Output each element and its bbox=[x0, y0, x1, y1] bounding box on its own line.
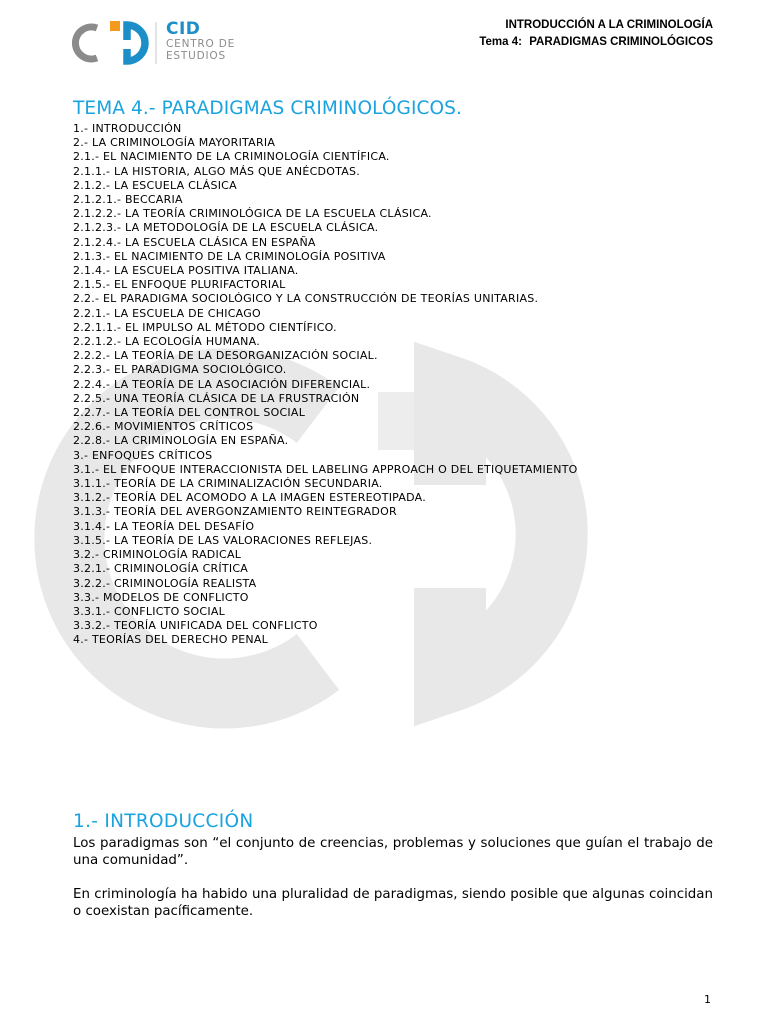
section-paragraph-1: Los paradigmas son “el conjunto de creencias, problemas y soluciones que guían el trabajo de una comunidad”. bbox=[73, 836, 713, 868]
section-introduccion bbox=[73, 811, 713, 937]
page-number: 1 bbox=[704, 993, 711, 1006]
toc-item: 2.1.1.- LA HISTORIA, ALGO MÁS QUE ANÉCDOTAS. bbox=[73, 164, 360, 178]
toc-item: 2.2.4.- LA TEORÍA DE LA ASOCIACIÓN DIFERENCIAL. bbox=[73, 377, 371, 391]
toc-item: 3.3.2.- TEORÍA UNIFICADA DEL CONFLICTO bbox=[73, 619, 318, 633]
toc-item: 3.- ENFOQUES CRÍTICOS bbox=[73, 448, 213, 462]
toc-item: 4.- TEORÍAS DEL DERECHO PENAL bbox=[73, 633, 269, 647]
toc-item: 2.- LA CRIMINOLOGÍA MAYORITARIA bbox=[73, 136, 276, 150]
tema-label: Tema bbox=[479, 36, 509, 48]
toc-item: 2.1.5.- EL ENFOQUE PLURIFACTORIAL bbox=[73, 278, 286, 292]
table-of-contents bbox=[73, 122, 713, 648]
logo-text bbox=[166, 20, 235, 62]
logo-line-1: CENTRO DE bbox=[166, 38, 236, 50]
toc-item: 2.1.2.- LA ESCUELA CLÁSICA bbox=[73, 178, 237, 192]
toc-item: 2.2.6.- MOVIMIENTOS CRÍTICOS bbox=[73, 420, 254, 434]
toc-item: 3.1.5.- LA TEORÍA DE LAS VALORACIONES REFLEJAS. bbox=[73, 533, 373, 547]
toc-item: 3.3.1.- CONFLICTO SOCIAL bbox=[73, 604, 225, 618]
toc-item: 2.1.3.- EL NACIMIENTO DE LA CRIMINOLOGÍA POSITIVA bbox=[73, 249, 386, 263]
section-heading: 1.- INTRODUCCIÓN bbox=[73, 811, 254, 832]
tema-number: 4: bbox=[511, 36, 522, 48]
toc-item: 2.2.1.- LA ESCUELA DE CHICAGO bbox=[73, 306, 261, 320]
toc-item: 3.1.1.- TEORÍA DE LA CRIMINALIZACIÓN SECUNDARIA. bbox=[73, 477, 383, 491]
toc-item: 3.2.2.- CRIMINOLOGÍA REALISTA bbox=[73, 576, 257, 590]
toc-item: 3.1.- EL ENFOQUE INTERACCIONISTA DEL LABELING APPROACH O DEL ETIQUETAMIENTO bbox=[73, 462, 578, 476]
toc-item: 2.1.2.3.- LA METODOLOGÍA DE LA ESCUELA CLÁSICA. bbox=[73, 221, 379, 235]
toc-item: 2.2.7.- LA TEORÍA DEL CONTROL SOCIAL bbox=[73, 406, 306, 420]
tema-title: PARADIGMAS CRIMINOLÓGICOS bbox=[529, 36, 713, 48]
course-title: INTRODUCCIÓN A LA CRIMINOLOGÍA bbox=[505, 19, 713, 31]
section-paragraph-2: En criminología ha habido una pluralidad de paradigmas, siendo posible que algunas coincidan o coexistan pacíficamente. bbox=[73, 887, 713, 919]
toc-item: 2.2.1.1.- EL IMPULSO AL MÉTODO CIENTÍFICO. bbox=[73, 320, 337, 334]
toc-item: 3.1.4.- LA TEORÍA DEL DESAFÍO bbox=[73, 519, 255, 533]
document-body bbox=[73, 98, 713, 648]
toc-item: 2.1.2.2.- LA TEORÍA CRIMINOLÓGICA DE LA ESCUELA CLÁSICA. bbox=[73, 207, 432, 221]
toc-item: 2.2.- EL PARADIGMA SOCIOLÓGICO Y LA CONSTRUCCIÓN DE TEORÍAS UNITARIAS. bbox=[73, 292, 539, 306]
toc-item: 3.1.3.- TEORÍA DEL AVERGONZAMIENTO REINTEGRADOR bbox=[73, 505, 397, 519]
document-title: TEMA 4.- PARADIGMAS CRIMINOLÓGICOS. bbox=[73, 98, 463, 119]
logo-brand: CID bbox=[166, 19, 201, 39]
toc-item: 2.1.4.- LA ESCUELA POSITIVA ITALIANA. bbox=[73, 264, 299, 278]
toc-item: 2.2.3.- EL PARADIGMA SOCIOLÓGICO. bbox=[73, 363, 287, 377]
toc-item: 3.1.2.- TEORÍA DEL ACOMODO A LA IMAGEN ESTEREOTIPADA. bbox=[73, 491, 426, 505]
logo-line-2: ESTUDIOS bbox=[166, 50, 226, 62]
toc-item: 1.- INTRODUCCIÓN bbox=[73, 122, 182, 135]
toc-item: 2.2.1.2.- LA ECOLOGÍA HUMANA. bbox=[73, 335, 260, 349]
toc-item: 3.2.- CRIMINOLOGÍA RADICAL bbox=[73, 548, 242, 562]
toc-item: 2.1.2.1.- BECCARIA bbox=[73, 193, 183, 207]
tema-line bbox=[479, 34, 713, 51]
toc-item: 2.1.2.4.- LA ESCUELA CLÁSICA EN ESPAÑA bbox=[73, 235, 316, 249]
toc-item: 2.2.5.- UNA TEORÍA CLÁSICA DE LA FRUSTRACIÓN bbox=[73, 391, 360, 405]
toc-item: 2.1.- EL NACIMIENTO DE LA CRIMINOLOGÍA CIENTÍFICA. bbox=[73, 150, 390, 164]
toc-item: 2.2.8.- LA CRIMINOLOGÍA EN ESPAÑA. bbox=[73, 434, 289, 448]
toc-item: 3.2.1.- CRIMINOLOGÍA CRÍTICA bbox=[73, 562, 249, 576]
toc-item: 3.3.- MODELOS DE CONFLICTO bbox=[73, 590, 249, 604]
running-header bbox=[479, 17, 713, 51]
toc-item: 2.2.2.- LA TEORÍA DE LA DESORGANIZACIÓN SOCIAL. bbox=[73, 349, 378, 363]
